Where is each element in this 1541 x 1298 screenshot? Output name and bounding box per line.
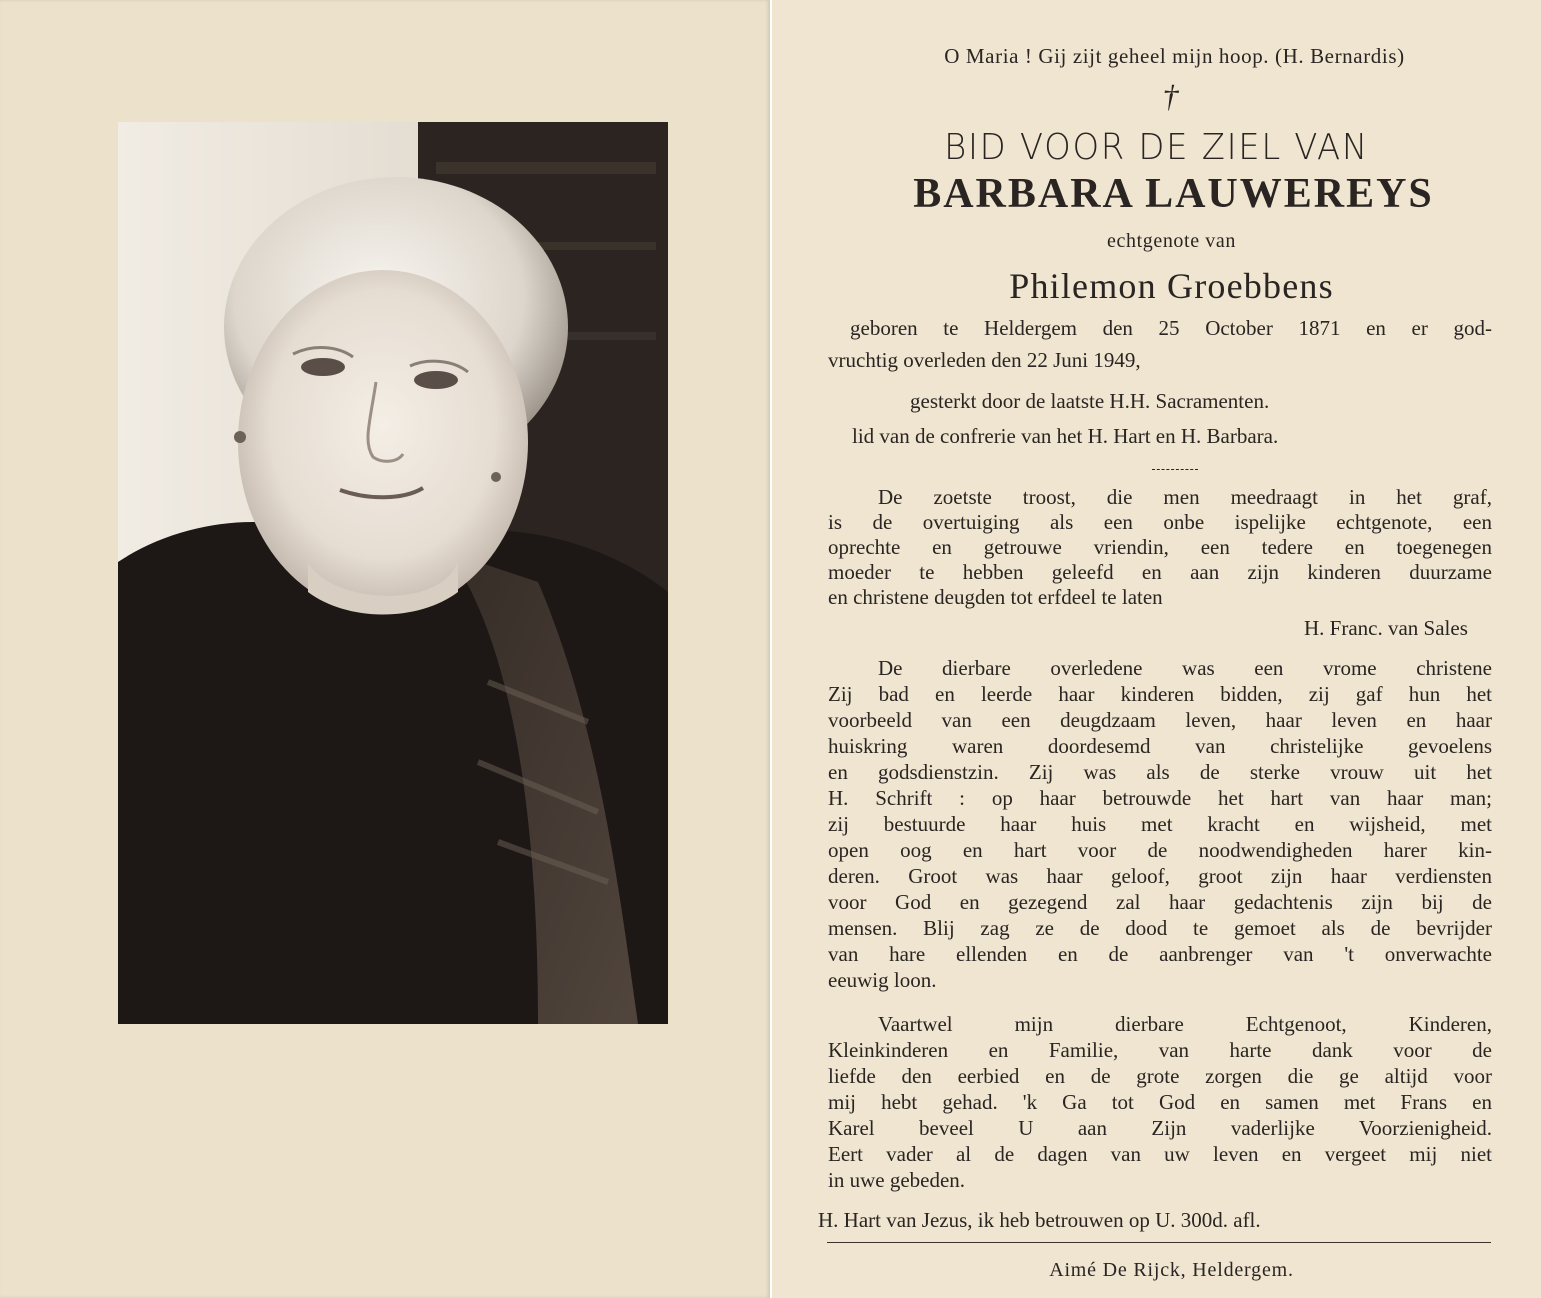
farewell-line: in uwe gebeden. <box>828 1168 966 1192</box>
memorial-text-card <box>772 0 1541 1298</box>
farewell-line: Kleinkinderen en Familie, van harte dank voor de <box>828 1038 1492 1062</box>
tribute-line: voor God en gezegend zal haar gedachtenis zijn bij de <box>828 890 1492 914</box>
farewell-line: liefde den eerbied en de grote zorgen die ge altijd voor <box>828 1064 1492 1088</box>
bio-line: gesterkt door de laatste H.H. Sacramenten. <box>910 389 1270 413</box>
tribute-line: en godsdienstzin. Zij was als de sterke vrouw uit het <box>828 760 1492 784</box>
divider-rule <box>827 1242 1491 1243</box>
motto: O Maria ! Gij zijt geheel mijn hoop. (H. Bernardis) <box>944 44 1405 68</box>
quote-line: oprechte en getrouwe vriendin, een tedere en toegenegen <box>828 535 1492 559</box>
farewell-line: mij hebt gehad. 'k Ga tot God en samen met Frans en <box>828 1090 1492 1114</box>
tribute-line: eeuwig loon. <box>828 968 937 992</box>
tribute-line: Zij bad en leerde haar kinderen bidden, zij gaf hun het <box>828 682 1492 706</box>
prayer: H. Hart van Jezus, ik heb betrouwen op U. 300d. afl. <box>818 1208 1261 1232</box>
tribute-line: De dierbare overledene was een vrome christene <box>878 656 1492 680</box>
divider <box>1152 469 1198 470</box>
portrait-illustration <box>118 122 668 1024</box>
bio-line: geboren te Heldergem den 25 October 1871 en er god- <box>850 316 1492 340</box>
quote-line: De zoetste troost, die men meedraagt in het graf, <box>878 485 1492 509</box>
tribute-line: H. Schrift : op haar betrouwde het hart van haar man; <box>828 786 1492 810</box>
tribute-line: van hare ellenden en de aanbrenger van 't onverwachte <box>828 942 1492 966</box>
quote-line: moeder te hebben geleefd en aan zijn kinderen duurzame <box>828 560 1492 584</box>
heading: BID VOOR DE ZIEL VAN <box>944 127 1369 168</box>
farewell-line: Vaartwel mijn dierbare Echtgenoot, Kinderen, <box>878 1012 1492 1036</box>
tribute-line: zij bestuurde haar huis met kracht en wijsheid, met <box>828 812 1492 836</box>
bio-line: lid van de confrerie van het H. Hart en H. Barbara. <box>852 424 1279 448</box>
deceased-name: BARBARA LAUWEREYS <box>913 171 1434 217</box>
relation-label: echtgenote van <box>1107 230 1236 252</box>
farewell-line: Karel beveel U aan Zijn vaderlijke Voorzienigheid. <box>828 1116 1492 1140</box>
spouse-name: Philemon Groebbens <box>1009 266 1334 306</box>
quote-line: en christene deugden tot erfdeel te laten <box>828 585 1163 609</box>
bio-line: vruchtig overleden den 22 Juni 1949, <box>828 348 1141 372</box>
farewell-line: Eert vader al de dagen van uw leven en vergeet mij niet <box>828 1142 1492 1166</box>
photo-card <box>0 0 770 1298</box>
tribute-line: open oog en hart voor de noodwendigheden harer kin- <box>828 838 1492 862</box>
tribute-line: voorbeeld van een deugdzaam leven, haar leven en haar <box>828 708 1492 732</box>
cross-icon: † <box>1162 78 1179 114</box>
tribute-line: mensen. Blij zag ze de dood te gemoet als de bevrijder <box>828 916 1492 940</box>
portrait-photo <box>118 122 668 1024</box>
quote-line: is de overtuiging als een onbe ispelijke echtgenote, een <box>828 510 1492 534</box>
tribute-line: huiskring waren doordesemd van christelijke gevoelens <box>828 734 1492 758</box>
printer-credit: Aimé De Rijck, Heldergem. <box>1049 1259 1294 1281</box>
tribute-line: deren. Groot was haar geloof, groot zijn haar verdiensten <box>828 864 1492 888</box>
quote-author: H. Franc. van Sales <box>1304 616 1468 640</box>
